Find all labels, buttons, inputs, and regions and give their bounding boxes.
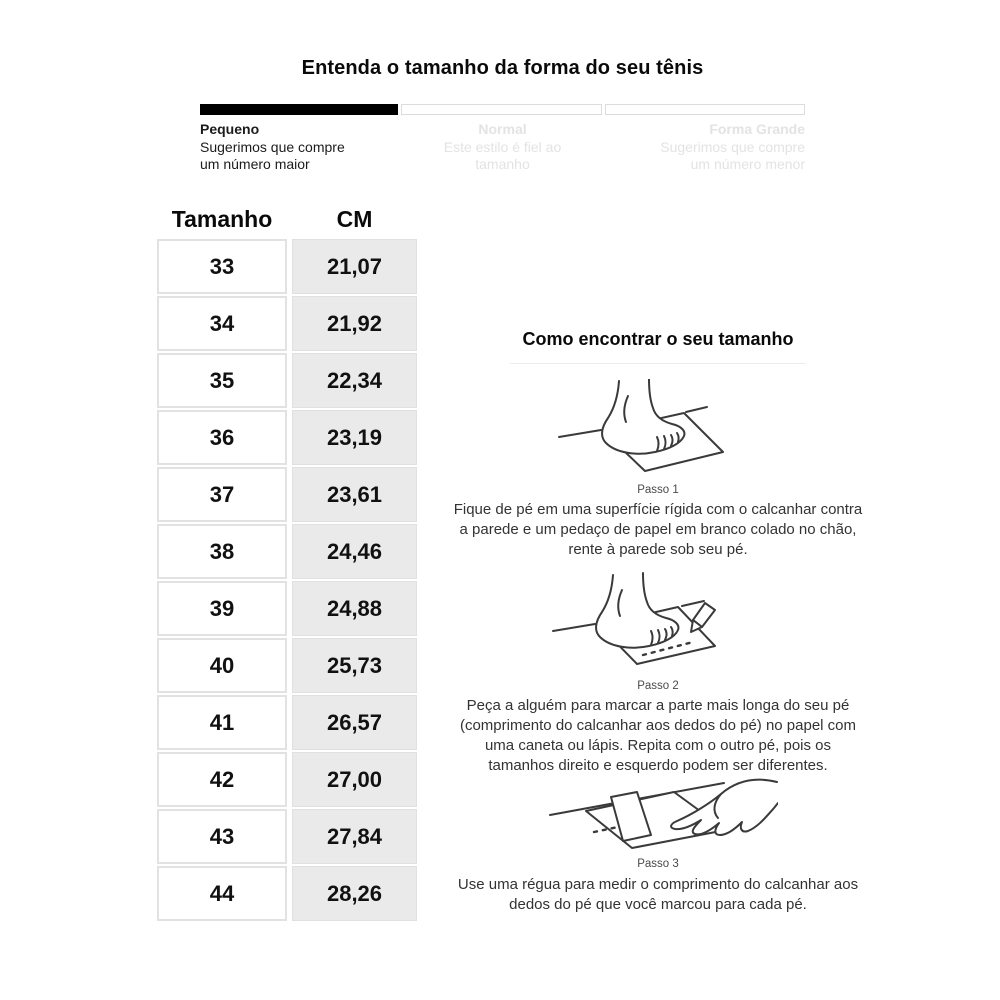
fit-label-pequeno xyxy=(200,121,402,173)
cm-cell: 23,19 xyxy=(292,410,417,465)
fit-label-normal xyxy=(402,121,604,173)
size-cell: 39 xyxy=(157,581,287,636)
foot-marked-with-pencil-icon xyxy=(543,563,773,677)
size-cell: 36 xyxy=(157,410,287,465)
guide-title: Como encontrar o seu tamanho xyxy=(522,329,794,349)
size-cell: 35 xyxy=(157,353,287,408)
cm-cell: 22,34 xyxy=(292,353,417,408)
size-cell: 41 xyxy=(157,695,287,750)
cm-cell: 21,07 xyxy=(292,239,417,294)
cm-cell: 27,84 xyxy=(292,809,417,864)
size-table xyxy=(157,206,417,921)
cm-cell: 27,00 xyxy=(292,752,417,807)
size-cell: 34 xyxy=(157,296,287,351)
cm-cell: 28,26 xyxy=(292,866,417,921)
step-1-illustration xyxy=(452,379,864,479)
ruler-measuring-icon xyxy=(538,775,778,859)
step-3-text: Use uma régua para medir o comprimento do calcanhar aos dedos do pé que você marcou para cada pé. xyxy=(457,876,859,913)
cm-cell: 24,88 xyxy=(292,581,417,636)
fit-label-description: Este estilo é fiel ao tamanho xyxy=(443,139,562,172)
step-2-label: Passo 2 xyxy=(637,680,679,692)
size-cell: 38 xyxy=(157,524,287,579)
divider xyxy=(510,363,806,364)
size-cell: 43 xyxy=(157,809,287,864)
column-header-tamanho: Tamanho xyxy=(171,206,273,232)
step-1-text: Fique de pé em uma superfície rígida com o calcanhar contra a parede e um pedaço de papel em branco colado no chão, rente à parede sob seu pé. xyxy=(453,501,863,558)
column-header-cm: CM xyxy=(336,206,373,232)
cm-cell: 23,61 xyxy=(292,467,417,522)
size-table-header xyxy=(157,206,417,233)
fit-label-name: Forma Grande xyxy=(709,121,806,137)
fit-scale-bar xyxy=(200,104,805,115)
fit-segment-normal xyxy=(401,104,601,115)
fit-segment-pequeno xyxy=(200,104,398,115)
fit-label-name: Normal xyxy=(478,121,527,137)
size-cell: 40 xyxy=(157,638,287,693)
size-cell: 42 xyxy=(157,752,287,807)
step-3-label: Passo 3 xyxy=(637,858,679,870)
cm-cell: 25,73 xyxy=(292,638,417,693)
size-cell: 37 xyxy=(157,467,287,522)
size-cell: 44 xyxy=(157,866,287,921)
cm-cell: 26,57 xyxy=(292,695,417,750)
size-table-body xyxy=(157,239,417,921)
step-2-illustration xyxy=(452,563,864,677)
fit-label-name: Pequeno xyxy=(200,121,260,137)
fit-label-description: Sugerimos que compre um número maior xyxy=(200,139,345,172)
fit-labels-row xyxy=(200,121,805,173)
step-3-illustration xyxy=(452,775,864,859)
cm-cell: 24,46 xyxy=(292,524,417,579)
fit-label-description: Sugerimos que compre um número menor xyxy=(660,139,806,172)
measuring-guide xyxy=(452,329,864,939)
fit-label-forma-grande xyxy=(603,121,805,173)
fit-segment-forma-grande xyxy=(605,104,805,115)
fit-indicator-section xyxy=(200,57,805,187)
step-1-label: Passo 1 xyxy=(637,484,679,496)
size-cell: 33 xyxy=(157,239,287,294)
cm-cell: 21,92 xyxy=(292,296,417,351)
page-title: Entenda o tamanho da forma do seu tênis xyxy=(301,57,704,79)
foot-on-paper-icon xyxy=(553,379,763,479)
step-2-text: Peça a alguém para marcar a parte mais longa do seu pé (comprimento do calcanhar aos dedos do pé) no papel com uma caneta ou lápis. Repita com o outro pé, pois os tamanhos direito e esquerdo podem ser diferentes. xyxy=(459,697,857,774)
